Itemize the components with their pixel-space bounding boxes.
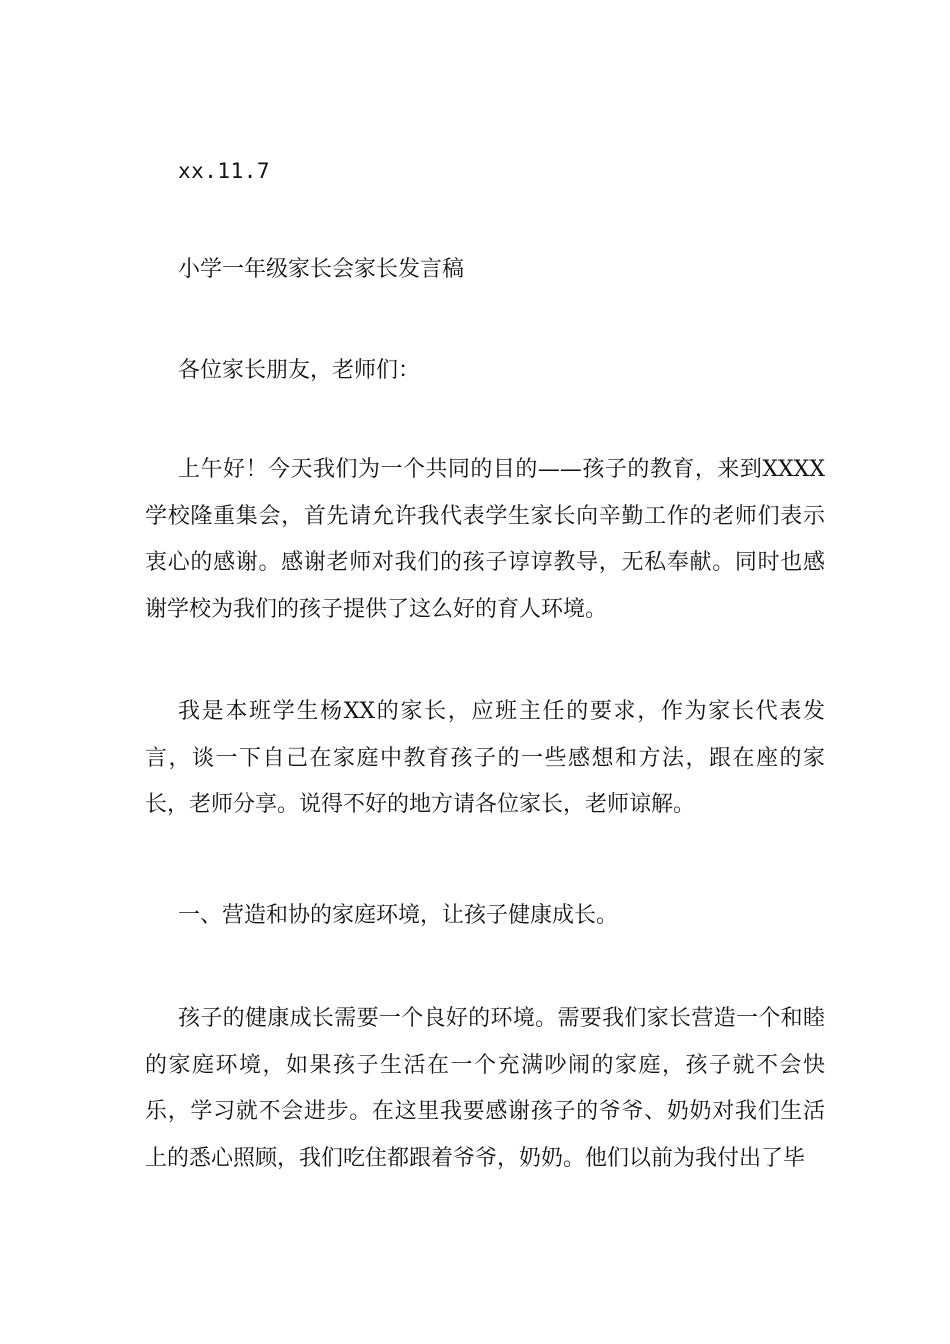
- section-heading-1: 一、营造和协的家庭环境，让孩子健康成长。: [178, 903, 619, 928]
- paragraph-3: 孩子的健康成长需要一个良好的环境。需要我们家长营造一个和睦的家庭环境，如果孩子生活在一个充满吵闹的家庭，孩子就不会快乐，学习就不会进步。在这里我要感谢孩子的爷爷、奶奶对我们生活上的悉心照顾，我们吃住都跟着爷爷，奶奶。他们以前为我付出了毕: [145, 1006, 825, 1171]
- paragraph-1: 上午好！今天我们为一个共同的目的——孩子的教育，来到XXXX学校隆重集会，首先请允许我代表学生家长向辛勤工作的老师们表示衷心的感谢。感谢老师对我们的孩子谆谆教导，无私奉献。同时也感谢学校为我们的孩子提供了这么好的育人环境。: [145, 457, 825, 622]
- greeting: 各位家长朋友，老师们：: [178, 358, 421, 383]
- document-title: 小学一年级家长会家长发言稿: [178, 257, 465, 282]
- paragraph-2: 我是本班学生杨XX的家长，应班主任的要求，作为家长代表发言，谈一下自己在家庭中教育孩子的一些感想和方法，跟在座的家长，老师分享。说得不好的地方请各位家长，老师谅解。: [145, 699, 825, 817]
- document-date: xx.11.7: [178, 159, 271, 183]
